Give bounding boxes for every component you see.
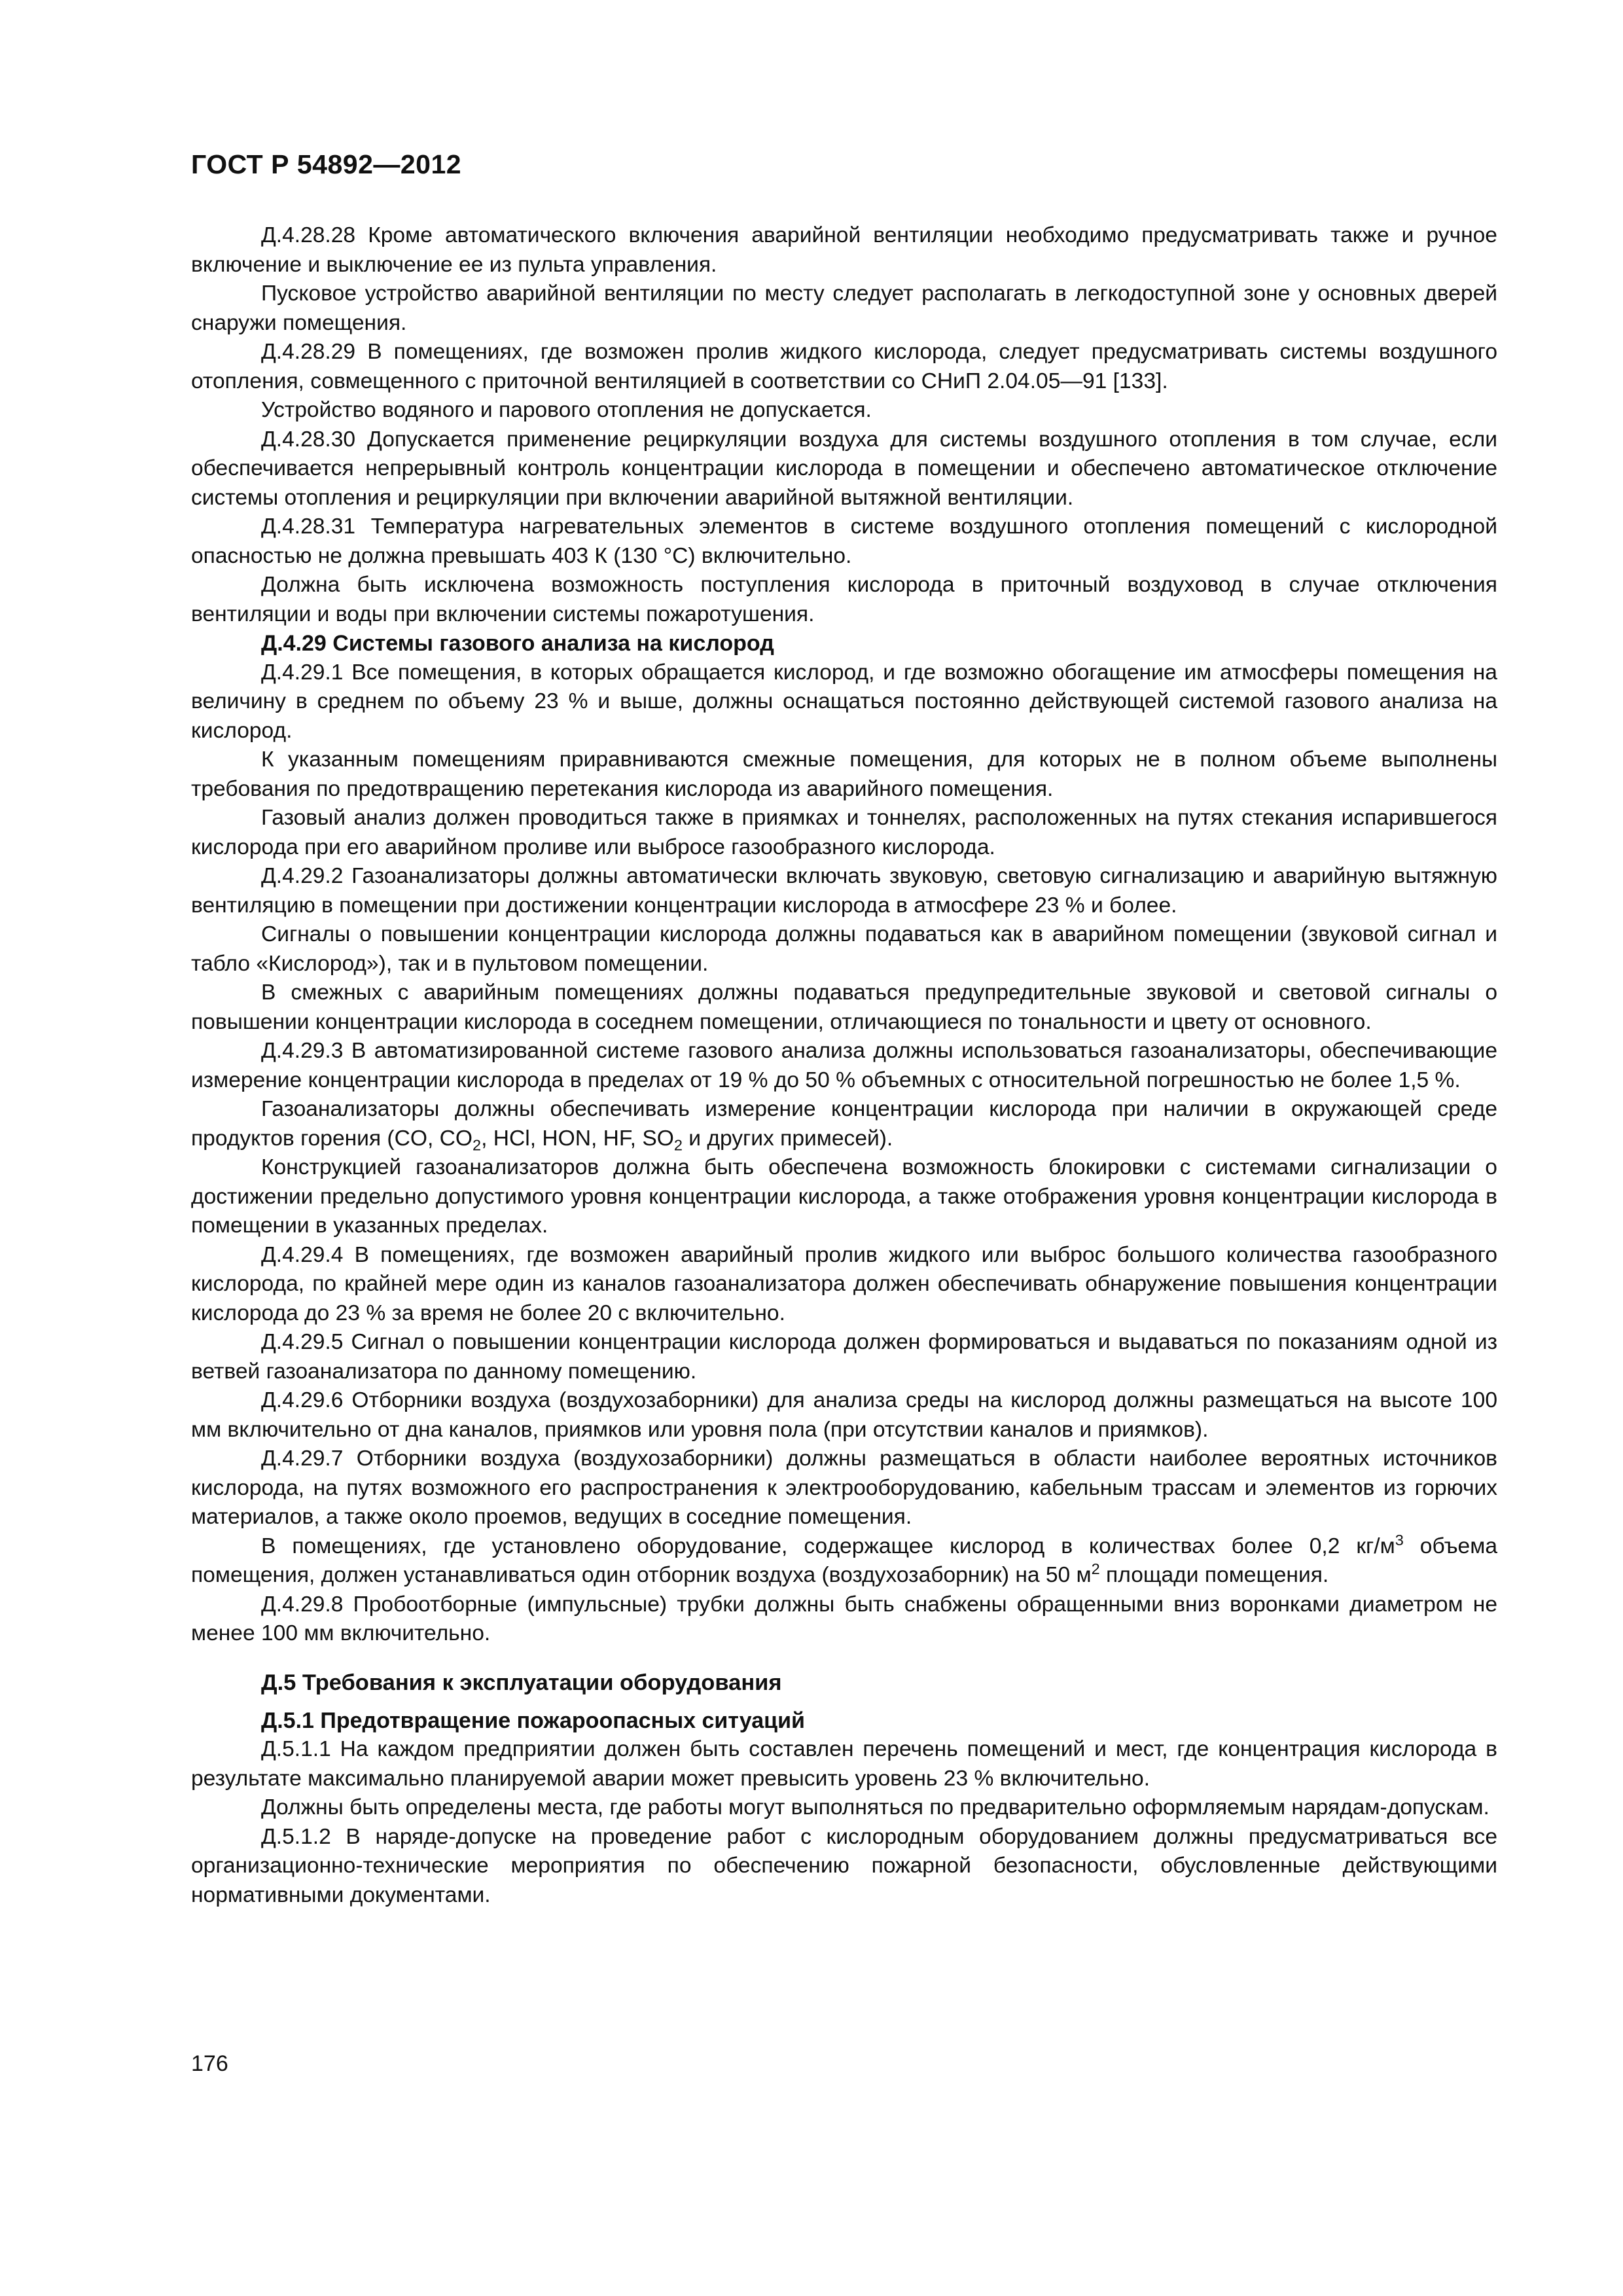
paragraph: Д.4.29.2 Газоанализаторы должны автоматически включать звуковую, световую сигнализацию и аварийную вытяжную вентиляцию в помещении при достижении концентрации кислорода в атмосфере 23 % и более. [191, 864, 1497, 918]
paragraph: Устройство водяного и парового отопления не допускается. [261, 398, 872, 422]
paragraph: Д.4.28.28 Кроме автоматического включения аварийной вентиляции необходимо предусматривать также и ручное включение и выключение ее из пульта управления. [191, 223, 1497, 277]
paragraph: Конструкцией газоанализаторов должна быть обеспечена возможность блокировки с системами сигнализации о достижении предельно допустимого уровня концентрации кислорода, а также отображения уровня концентрации кислорода в помещении в указанных пределах. [191, 1155, 1497, 1238]
paragraph: Д.4.29.4 В помещениях, где возможен аварийный пролив жидкого или выброс большого количества газообразного кислорода, по крайней мере один из каналов газоанализатора должен обеспечивать обнаружение повышения концентрации кислорода до 23 % за время не более 20 с включительно. [191, 1242, 1497, 1325]
text-run: , HCl, HON, HF, SO [481, 1126, 674, 1151]
paragraph: В смежных с аварийным помещениях должны подаваться предупредительные звуковой и световой сигналы о повышении концентрации кислорода в соседнем помещении, отличающиеся по тональности и цвету от основного. [191, 980, 1497, 1034]
section-heading: Д.5 Требования к эксплуатации оборудования [261, 1670, 782, 1695]
paragraph: Д.4.29.5 Сигнал о повышении концентрации кислорода должен формироваться и выдаваться по показаниям одной из ветвей газоанализатора по данному помещению. [191, 1330, 1497, 1384]
text-run: В помещениях, где установлено оборудование, содержащее кислород в количествах более 0,2 кг/м [261, 1534, 1395, 1558]
paragraph: Должны быть определены места, где работы могут выполняться по предварительно оформляемым нарядам-допускам. [261, 1795, 1489, 1820]
paragraph: Д.5.1.2 В наряде-допуске на проведение работ с кислородным оборудованием должны предусматриваться все организационно-технические мероприятия по обеспечению пожарной безопасности, обусловленные действующими нормативными документами. [191, 1824, 1497, 1907]
paragraph: К указанным помещениям приравниваются смежные помещения, для которых не в полном объеме выполнены требования по предотвращению перетекания кислорода из аварийного помещения. [191, 747, 1497, 801]
page-number: 176 [191, 2051, 228, 2076]
paragraph: Д.4.29.8 Пробоотборные (импульсные) трубки должны быть снабжены обращенными вниз воронками диаметром не менее 100 мм включительно. [191, 1592, 1497, 1645]
paragraph: Д.4.28.30 Допускается применение рециркуляции воздуха для системы воздушного отопления в том случае, если обеспечивается непрерывный контроль концентрации кислорода в помещении и обеспечено автоматическое отключение системы отопления и рециркуляции при включении аварийной вытяжной вентиляции. [191, 427, 1497, 510]
subsection-heading: Д.5.1 Предотвращение пожароопасных ситуаций [261, 1708, 805, 1733]
paragraph: Сигналы о повышении концентрации кислорода должны подаваться как в аварийном помещении (звуковой сигнал и табло «Кислород»), так и в пультовом помещении. [191, 922, 1497, 976]
paragraph: Д.4.28.29 В помещениях, где возможен пролив жидкого кислорода, следует предусматривать системы воздушного отопления, совмещенного с приточной вентиляцией в соответствии со СНиП 2.04.05—91 [133]. [191, 340, 1497, 393]
text-run: площади помещения. [1099, 1563, 1329, 1587]
paragraph: Д.5.1.1 На каждом предприятии должен быть составлен перечень помещений и мест, где концентрация кислорода в результате максимально планируемой аварии может превысить уровень 23 % включительно. [191, 1737, 1497, 1791]
subsection-heading: Д.4.29 Системы газового анализа на кислород [261, 631, 774, 656]
superscript: 2 [1091, 1560, 1100, 1577]
superscript: 3 [1395, 1531, 1404, 1549]
paragraph-with-units [191, 1532, 1497, 1590]
subscript: 2 [673, 1136, 683, 1154]
text-run: Газоанализаторы должны обеспечивать измерение концентрации кислорода при наличии в окружающей среде продуктов горения (CO, CO [191, 1097, 1497, 1151]
paragraph: Газовый анализ должен проводиться также в приямках и тоннелях, расположенных на путях стекания испарившегося кислорода при его аварийном проливе или выбросе газообразного кислорода. [191, 806, 1497, 859]
paragraph-with-formulas [191, 1095, 1497, 1153]
paragraph: Пусковое устройство аварийной вентиляции по месту следует располагать в легкодоступной зоне у основных дверей снаружи помещения. [191, 281, 1497, 335]
text-run: и других примесей). [682, 1126, 893, 1151]
document-body [191, 221, 1497, 1910]
document-header: ГОСТ Р 54892—2012 [191, 149, 462, 179]
paragraph: Должна быть исключена возможность поступления кислорода в приточный воздуховод в случае отключения вентиляции и воды при включении системы пожаротушения. [191, 573, 1497, 626]
text-run: объема помещения, должен устанавливаться один отборник воздуха (воздухозаборник) на 50 м [191, 1534, 1497, 1587]
paragraph: Д.4.29.6 Отборники воздуха (воздухозаборники) для анализа среды на кислород должны размещаться на высоте 100 мм включительно от дна каналов, приямков или уровня пола (при отсутствии каналов и приямков). [191, 1388, 1497, 1442]
subscript: 2 [473, 1136, 482, 1154]
paragraph: Д.4.29.1 Все помещения, в которых обращается кислород, и где возможно обогащение им атмосферы помещения на величину в среднем по объему 23 % и выше, должны оснащаться постоянно действующей системой газового анализа на кислород. [191, 660, 1497, 743]
paragraph: Д.4.28.31 Температура нагревательных элементов в системе воздушного отопления помещений с кислородной опасностью не должна превышать 403 К (130 °С) включительно. [191, 514, 1497, 568]
paragraph: Д.4.29.7 Отборники воздуха (воздухозаборники) должны размещаться в области наиболее вероятных источников кислорода, на путях возможного его распространения к электрооборудованию, кабельным трассам и элементов из горючих материалов, а также около проемов, ведущих в соседние помещения. [191, 1446, 1497, 1529]
paragraph: Д.4.29.3 В автоматизированной системе газового анализа должны использоваться газоанализаторы, обеспечивающие измерение концентрации кислорода в пределах от 19 % до 50 % объемных с относительной погрешностью не более 1,5 %. [191, 1039, 1497, 1092]
